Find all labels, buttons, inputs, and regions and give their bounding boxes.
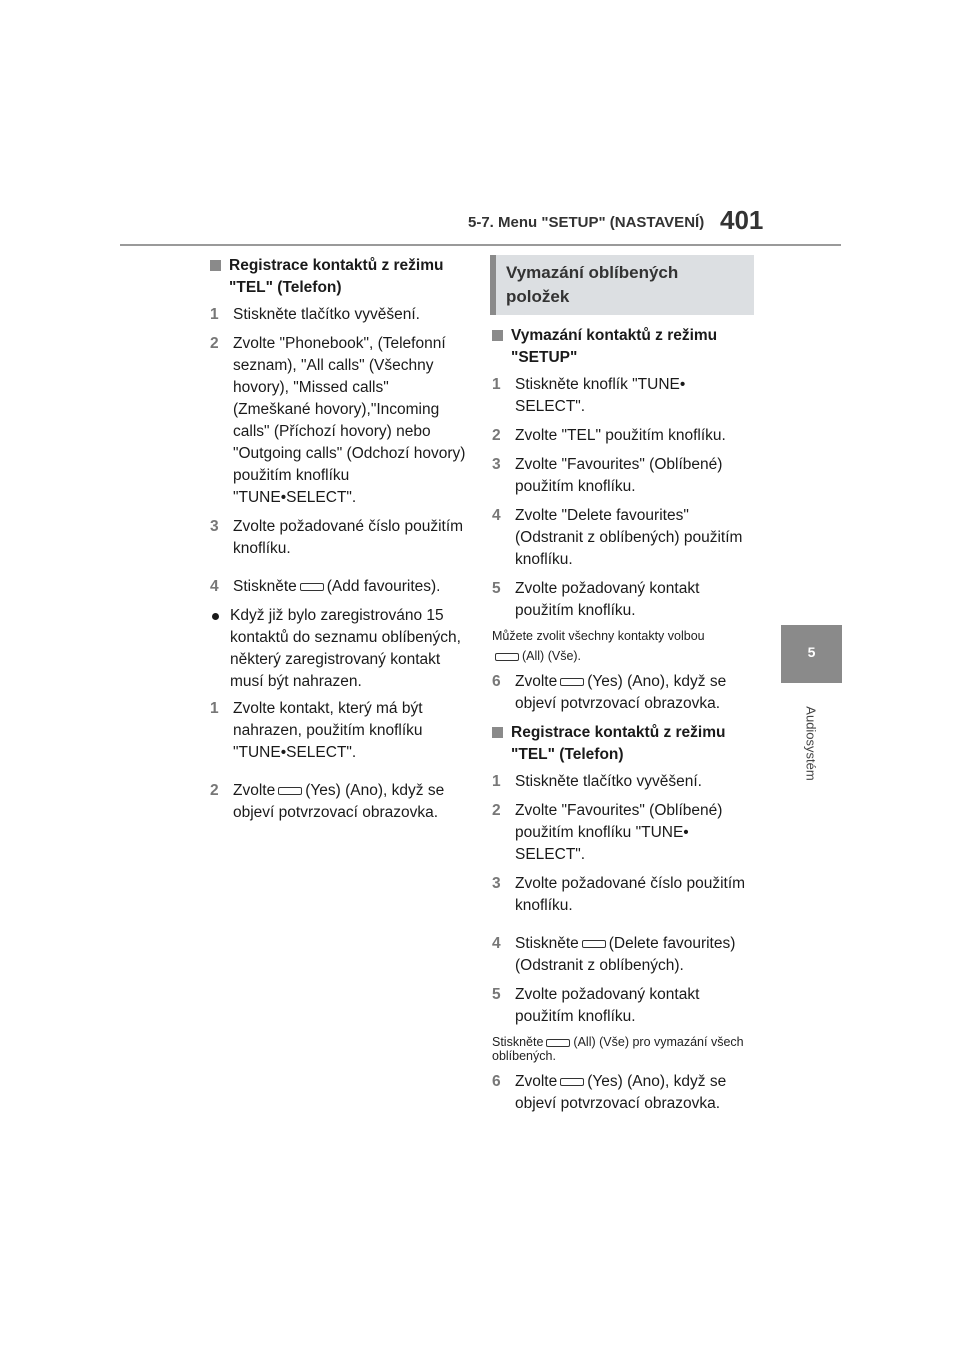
- step-text: Zvolte požadovaný kontakt použitím knoflíku.: [515, 580, 700, 619]
- step-item: [490, 374, 752, 418]
- screen-button-icon: [300, 583, 324, 591]
- screen-button-icon: [582, 940, 606, 948]
- section-heading: [208, 255, 470, 299]
- section-heading: [490, 325, 752, 369]
- step-text: Zvolte "Delete favourites" (Odstranit z oblíbených) použitím knoflíku.: [515, 507, 743, 568]
- bullet-dot-icon: [212, 613, 219, 620]
- step-number: 4: [210, 578, 219, 595]
- step-number: 2: [492, 802, 501, 819]
- bullet-item: [208, 605, 470, 693]
- chapter-label-text: Audiosystém: [803, 706, 819, 781]
- step-item: [208, 780, 470, 824]
- step-item: [490, 771, 752, 793]
- step-item: [490, 578, 752, 622]
- step-text: [233, 780, 470, 824]
- step-text: Zvolte požadované číslo použitím knoflíku.: [233, 518, 464, 557]
- step-number: 3: [492, 875, 501, 892]
- step-item: [490, 984, 752, 1028]
- heading-text: Vymazání kontaktů z režimu "SETUP": [511, 327, 718, 366]
- step-number: 4: [492, 507, 501, 524]
- step-number: 1: [210, 700, 219, 717]
- step-text-post: (Yes) (Ano), když se objeví potvrzovací obrazovka.: [515, 673, 727, 712]
- step-text-pre: Stiskněte: [515, 935, 579, 952]
- step-item: [490, 1071, 752, 1115]
- step-text: Zvolte požadovaný kontakt použitím knoflíku.: [515, 986, 700, 1025]
- step-text-pre: Zvolte: [515, 673, 558, 690]
- note-line-text: (All) (Vše).: [522, 649, 582, 663]
- step-item: [490, 873, 752, 917]
- step-number: 2: [210, 335, 219, 352]
- step-number: 1: [492, 376, 501, 393]
- step-text-post: (Delete favourites) (Odstranit z oblíbených).: [515, 935, 736, 974]
- step-text: Zvolte "Favourites" (Oblíbené) použitím knoflíku.: [515, 456, 723, 495]
- step-item: [490, 800, 752, 866]
- heading-text: Registrace kontaktů z režimu "TEL" (Telefon): [229, 257, 444, 296]
- screen-button-icon: [560, 678, 584, 686]
- step-item: [208, 304, 470, 326]
- step-number: 3: [210, 518, 219, 535]
- step-text-post: (Yes) (Ano), když se objeví potvrzovací obrazovka.: [515, 1073, 727, 1112]
- step-number: 1: [492, 773, 501, 790]
- chapter-label: [801, 700, 821, 800]
- step-item: [208, 576, 470, 598]
- step-number: 4: [492, 935, 501, 952]
- step-text: Stiskněte tlačítko vyvěšení.: [515, 773, 702, 790]
- step-text-post: (Yes) (Ano), když se objeví potvrzovací obrazovka.: [233, 782, 445, 821]
- screen-button-icon: [546, 1039, 570, 1047]
- section-heading: [490, 722, 752, 766]
- note-line: [492, 649, 752, 663]
- step-number: 5: [492, 986, 501, 1003]
- step-text: Zvolte "Phonebook", (Telefonní seznam), "All calls" (Všechny hovory), "Missed calls" (Zmeškané hovory),"Incoming calls" (Příchozí hovory) nebo "Outgoing calls" (Odchozí hovory) použitím knoflíku "TUNE•SELECT".: [233, 335, 466, 506]
- note-text: [492, 629, 752, 663]
- step-number: 3: [492, 456, 501, 473]
- page-number: 401: [720, 205, 764, 235]
- step-text: Zvolte "TEL" použitím knoflíku.: [515, 427, 726, 444]
- step-text-post: (Add favourites).: [326, 578, 441, 595]
- square-bullet-icon: [492, 727, 503, 738]
- step-number: 5: [492, 580, 501, 597]
- right-column: [490, 255, 752, 1122]
- step-item: [490, 505, 752, 571]
- step-item: [208, 333, 470, 509]
- step-item: [208, 698, 470, 764]
- square-bullet-icon: [210, 260, 221, 271]
- step-item: [490, 671, 752, 715]
- step-text: [515, 1071, 752, 1115]
- note-post: (All) (Vše) pro vymazání všech oblíbených.: [492, 1035, 744, 1063]
- step-text: Zvolte kontakt, který má být nahrazen, použitím knoflíku "TUNE•SELECT".: [233, 700, 423, 761]
- step-number: 2: [492, 427, 501, 444]
- note-line: Můžete zvolit všechny kontakty volbou: [492, 629, 705, 643]
- step-text-pre: Stiskněte: [233, 578, 297, 595]
- step-item: [490, 933, 752, 977]
- step-text: [233, 576, 470, 598]
- heading-text: Registrace kontaktů z režimu "TEL" (Telefon): [511, 724, 726, 763]
- step-item: [490, 425, 752, 447]
- screen-button-icon: [495, 653, 519, 661]
- step-text-pre: Zvolte: [515, 1073, 558, 1090]
- header-divider: [120, 244, 841, 246]
- step-text: Zvolte "Favourites" (Oblíbené) použitím knoflíku "TUNE• SELECT".: [515, 802, 723, 863]
- step-number: 2: [210, 782, 219, 799]
- square-bullet-icon: [492, 330, 503, 341]
- screen-button-icon: [560, 1078, 584, 1086]
- step-number: 6: [492, 673, 501, 690]
- section-title: 5-7. Menu "SETUP" (NASTAVENÍ): [468, 214, 705, 231]
- step-number: 6: [492, 1073, 501, 1090]
- step-text-pre: Zvolte: [233, 782, 276, 799]
- step-item: [208, 516, 470, 560]
- step-text: Stiskněte knoflík "TUNE• SELECT".: [515, 376, 686, 415]
- note-pre: Stiskněte: [492, 1035, 544, 1049]
- screen-button-icon: [278, 787, 302, 795]
- topic-box: Vymazání oblíbených položek: [490, 255, 754, 315]
- bullet-text: Když již bylo zaregistrováno 15 kontaktů do seznamu oblíbených, některý zaregistrovaný kontakt musí být nahrazen.: [230, 607, 461, 690]
- chapter-tab[interactable]: 5: [781, 625, 842, 683]
- step-number: 1: [210, 306, 219, 323]
- step-text: [515, 671, 752, 715]
- note-text: [492, 1035, 752, 1063]
- step-text: Zvolte požadované číslo použitím knoflíku.: [515, 875, 746, 914]
- step-text: Stiskněte tlačítko vyvěšení.: [233, 306, 420, 323]
- step-text: [515, 933, 752, 977]
- step-item: [490, 454, 752, 498]
- left-column: [208, 255, 470, 831]
